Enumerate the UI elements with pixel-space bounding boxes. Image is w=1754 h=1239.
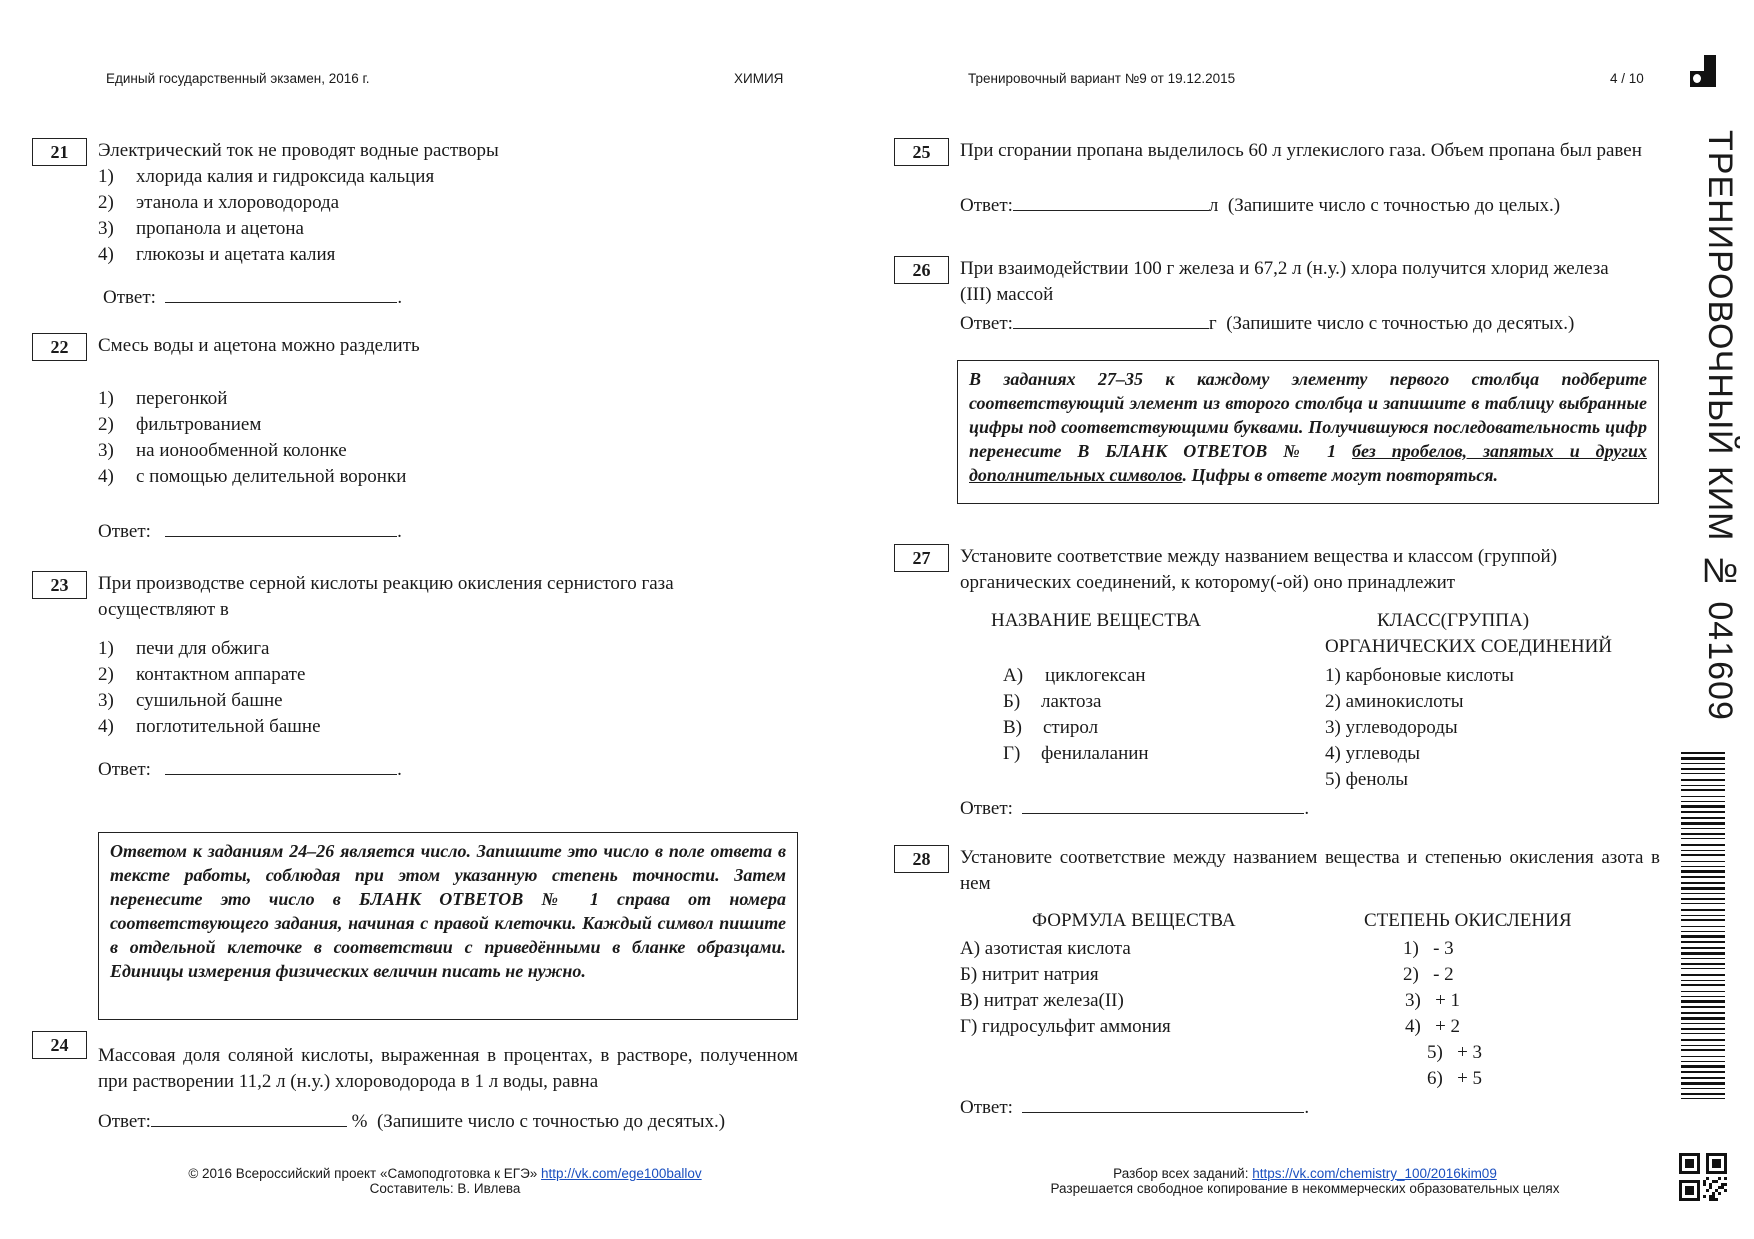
q22-option-2: 2) фильтрованием <box>98 414 262 435</box>
task-number-26: 26 <box>894 256 949 284</box>
q21-answer-field[interactable] <box>165 284 397 303</box>
instruction-box-27-35: В заданиях 27–35 к каждому элементу первого столбца подберите соответствующий элемент из второго столбца и запишите в таблицу выбранные цифры под соответствующими буквами. Получившуюся последовательность цифр перенесите В БЛАНК ОТВЕТОВ № 1 без пробелов, запятых и других дополнительных символов. Цифры в ответе могут повторяться. <box>957 360 1659 504</box>
q22-answer: Ответ: . <box>98 518 402 543</box>
q24-answer-field[interactable] <box>151 1108 347 1127</box>
q25-answer: Ответ: л (Запишите число с точностью до целых.) <box>960 192 1560 217</box>
q22-answer-field[interactable] <box>165 518 397 537</box>
q27-right-header-2: ОРГАНИЧЕСКИХ СОЕДИНЕНИЙ <box>1325 636 1613 657</box>
q28-right-header: СТЕПЕНЬ ОКИСЛЕНИЯ <box>1364 910 1572 931</box>
q28-left-item-c: В) нитрат железа(II) <box>960 990 1124 1011</box>
q28-left-item-a: А) азотистая кислота <box>960 938 1131 959</box>
q21-option-4: 4) глюкозы и ацетата калия <box>98 244 336 265</box>
q27-text: Установите соответствие между названием вещества и классом (группой) органических соединений, к которому(-ой) оно принадлежит <box>960 546 1558 593</box>
q27-right-header-1: КЛАСС(ГРУППА) <box>1377 610 1530 631</box>
q27-answer-field[interactable] <box>1022 795 1304 814</box>
q28-left-item-d: Г) гидросульфит аммония <box>960 1016 1171 1037</box>
header-variant: Тренировочный вариант №9 от 19.12.2015 <box>968 71 1236 86</box>
instruction-box-24-26: Ответом к заданиям 24–26 является число. Запишите это число в поле ответа в тексте работы, соблюдая при этом указанную степень точности. Затем перенесите это число в БЛАНК ОТВЕТОВ № 1 справа от номера соответствующего задания, начиная с правой клеточки. Каждый символ пишите в отдельной клеточке в соответствии с приведёнными в бланке образцами. Единицы измерения физических величин писать не нужно. <box>98 832 798 1020</box>
q27-left-header: НАЗВАНИЕ ВЕЩЕСТВА <box>991 610 1202 631</box>
q21-text: Электрический ток не проводят водные растворы <box>98 140 499 161</box>
footer-author: Составитель: В. Ивлева <box>369 1181 521 1196</box>
footer-left-link[interactable]: http://vk.com/ege100ballov <box>541 1166 702 1181</box>
corner-marker-icon <box>1690 55 1716 87</box>
q27-right-item-2: 2) аминокислоты <box>1325 691 1464 712</box>
q21-answer: Ответ: . <box>103 284 402 309</box>
q28-right-item-5: 5) + 3 <box>1427 1042 1483 1063</box>
q23-answer: Ответ: . <box>98 756 402 781</box>
q23-text: При производстве серной кислоты реакцию окисления сернистого газа осуществляют в <box>98 573 674 620</box>
q22-option-1: 1) перегонкой <box>98 388 228 409</box>
header-page-number: 4 / 10 <box>1610 71 1644 86</box>
q28-left-item-b: Б) нитрит натрия <box>960 964 1099 985</box>
task-number-27: 27 <box>894 544 949 572</box>
q28-right-item-4: 4) + 2 <box>1405 1016 1461 1037</box>
q22-option-3: 3) на ионообменной колонке <box>98 440 347 461</box>
q23-option-2: 2) контактном аппарате <box>98 664 306 685</box>
q23-option-3: 3) сушильной башне <box>98 690 283 711</box>
footer-right-link[interactable]: https://vk.com/chemistry_100/2016kim09 <box>1252 1166 1497 1181</box>
q26-answer: Ответ: г (Запишите число с точностью до десятых.) <box>960 310 1574 335</box>
task-number-28: 28 <box>894 845 949 873</box>
q22-text: Смесь воды и ацетона можно разделить <box>98 335 420 356</box>
q27-right-item-3: 3) углеводороды <box>1325 717 1458 738</box>
qr-code-icon <box>1679 1153 1727 1201</box>
task-number-23: 23 <box>32 571 87 599</box>
q28-right-item-3: 3) + 1 <box>1405 990 1461 1011</box>
footer-right: Разбор всех заданий: https://vk.com/chemistry_100/2016kim09 Разрешается свободное копирование в некоммерческих образовательных целях <box>970 1166 1640 1196</box>
header-subject: ХИМИЯ <box>734 71 784 86</box>
q27-right-item-5: 5) фенолы <box>1325 769 1408 790</box>
q25-text: При сгорании пропана выделилось 60 л углекислого газа. Объем пропана был равен <box>960 140 1642 161</box>
task-number-24: 24 <box>32 1031 87 1059</box>
q28-right-item-6: 6) + 5 <box>1427 1068 1483 1089</box>
q23-option-1: 1) печи для обжига <box>98 638 270 659</box>
q28-left-header: ФОРМУЛА ВЕЩЕСТВА <box>1032 910 1236 931</box>
q24-answer: Ответ: % (Запишите число с точностью до десятых.) <box>98 1108 725 1133</box>
q28-text: Установите соответствие между названием вещества и степенью окисления азота в нем <box>960 847 1660 894</box>
q27-left-item-c: В) стирол <box>1003 717 1099 738</box>
q27-right-item-1: 1) карбоновые кислоты <box>1325 665 1514 686</box>
q21-option-3: 3) пропанола и ацетона <box>98 218 304 239</box>
q28-right-item-2: 2) - 2 <box>1403 964 1454 985</box>
header-exam-title: Единый государственный экзамен, 2016 г. <box>106 71 370 86</box>
q23-option-4: 4) поглотительной башне <box>98 716 321 737</box>
q21-option-1: 1) хлорида калия и гидроксида кальция <box>98 166 435 187</box>
side-title: ТРЕНИРОВОЧНЫЙ КИМ № 041609 <box>1701 130 1739 721</box>
barcode-icon <box>1681 752 1725 1102</box>
q25-answer-field[interactable] <box>1013 192 1209 211</box>
q27-left-item-a: А) циклогексан <box>1003 665 1146 686</box>
q27-left-item-d: Г) фенилаланин <box>1003 743 1149 764</box>
q24-text: Массовая доля соляной кислоты, выраженная в процентах, в растворе, полученном при растворении 11,2 л (н.у.) хлороводорода в 1 л воды, равна <box>98 1045 798 1092</box>
q22-option-4: 4) с помощью делительной воронки <box>98 466 407 487</box>
footer-copyright: Разрешается свободное копирование в некоммерческих образовательных целях <box>1050 1181 1560 1196</box>
q21-option-2: 2) этанола и хлороводорода <box>98 192 340 213</box>
q28-answer-field[interactable] <box>1022 1094 1304 1113</box>
q27-right-item-4: 4) углеводы <box>1325 743 1421 764</box>
q27-left-item-b: Б) лактоза <box>1003 691 1102 712</box>
task-number-25: 25 <box>894 138 949 166</box>
q26-answer-field[interactable] <box>1013 310 1209 329</box>
footer-left: © 2016 Всероссийский проект «Самоподготовка к ЕГЭ» http://vk.com/ege100ballov Составитель: В. Ивлева <box>100 1166 790 1196</box>
q27-answer: Ответ: . <box>960 795 1309 820</box>
q26-text: При взаимодействии 100 г железа и 67,2 л (н.у.) хлора получится хлорид железа (III) массой <box>960 258 1609 305</box>
task-number-21: 21 <box>32 138 87 166</box>
q28-right-item-1: 1) - 3 <box>1403 938 1454 959</box>
task-number-22: 22 <box>32 333 87 361</box>
q23-answer-field[interactable] <box>165 756 397 775</box>
q28-answer: Ответ: . <box>960 1094 1309 1119</box>
